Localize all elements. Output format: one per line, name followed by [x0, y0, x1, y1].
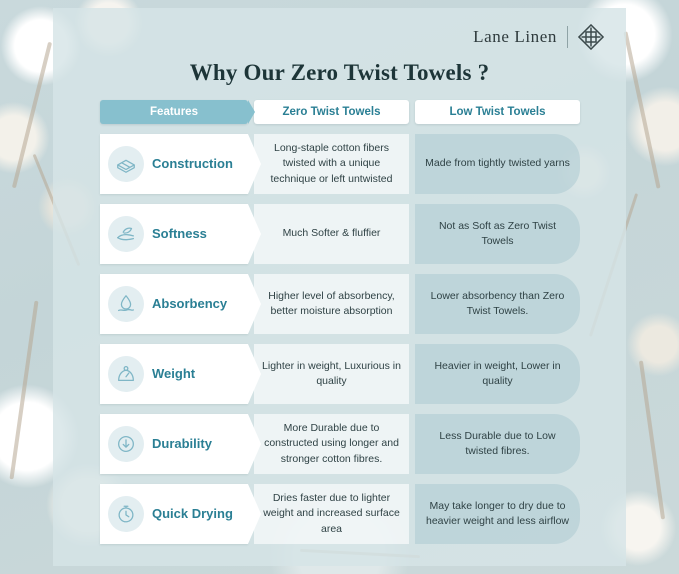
cell-zero-twist: More Durable due to constructed using longer and stronger cotton fibres.: [254, 414, 409, 474]
cell-zero-twist: Dries faster due to lighter weight and increased surface area: [254, 484, 409, 544]
table-header-row: [100, 100, 580, 124]
celtic-knot-logo-icon: [578, 24, 604, 50]
brand-name: Lane Linen: [473, 27, 557, 46]
hand-with-leaf-icon: [108, 216, 144, 252]
cotton-branch-decoration: [9, 301, 38, 480]
feature-label-cell: [100, 414, 248, 474]
folded-towel-icon: [108, 146, 144, 182]
cotton-branch-decoration: [12, 42, 52, 189]
brand-lockup: [473, 24, 604, 50]
header-zero-twist: Zero Twist Towels: [254, 100, 409, 124]
table-row: [100, 484, 580, 544]
feature-label-cell: [100, 204, 248, 264]
shield-down-arrow-icon: [108, 426, 144, 462]
cell-zero-twist: Much Softer & fluffier: [254, 204, 409, 264]
table-row: [100, 344, 580, 404]
cell-zero-twist: Higher level of absorbency, better moisture absorption: [254, 274, 409, 334]
feature-label-cell: [100, 484, 248, 544]
header-features: Features: [100, 100, 248, 124]
cotton-branch-decoration: [623, 31, 660, 188]
page-title: Why Our Zero Twist Towels ?: [189, 60, 490, 85]
feature-label: Weight: [152, 365, 196, 381]
cell-low-twist: Less Durable due to Low twisted fibres.: [415, 414, 580, 474]
stopwatch-drop-icon: [108, 496, 144, 532]
cell-low-twist: Made from tightly twisted yarns: [415, 134, 580, 194]
feature-label: Absorbency: [152, 295, 228, 311]
feature-label-cell: [100, 274, 248, 334]
cell-low-twist: Not as Soft as Zero Twist Towels: [415, 204, 580, 264]
table-row: [100, 204, 580, 264]
content-card: [53, 8, 626, 566]
brand-divider: [567, 26, 568, 48]
feature-label: Durability: [152, 435, 212, 451]
table-row: [100, 414, 580, 474]
comparison-table: [100, 100, 580, 554]
cotton-branch-decoration: [639, 361, 665, 520]
table-row: [100, 274, 580, 334]
feature-label: Quick Drying: [152, 505, 233, 521]
cell-low-twist: May take longer to dry due to heavier weight and less airflow: [415, 484, 580, 544]
header-low-twist: Low Twist Towels: [415, 100, 580, 124]
water-drop-absorb-icon: [108, 286, 144, 322]
cell-low-twist: Heavier in weight, Lower in quality: [415, 344, 580, 404]
table-row: [100, 134, 580, 194]
feature-label: Softness: [152, 225, 207, 241]
feature-label-cell: [100, 344, 248, 404]
feature-label-cell: [100, 134, 248, 194]
cell-zero-twist: Long-staple cotton fibers twisted with a unique technique or left untwisted: [254, 134, 409, 194]
cell-zero-twist: Lighter in weight, Luxurious in quality: [254, 344, 409, 404]
cell-low-twist: Lower absorbency than Zero Twist Towels.: [415, 274, 580, 334]
weighing-scale-icon: [108, 356, 144, 392]
feature-label: Construction: [152, 155, 233, 171]
